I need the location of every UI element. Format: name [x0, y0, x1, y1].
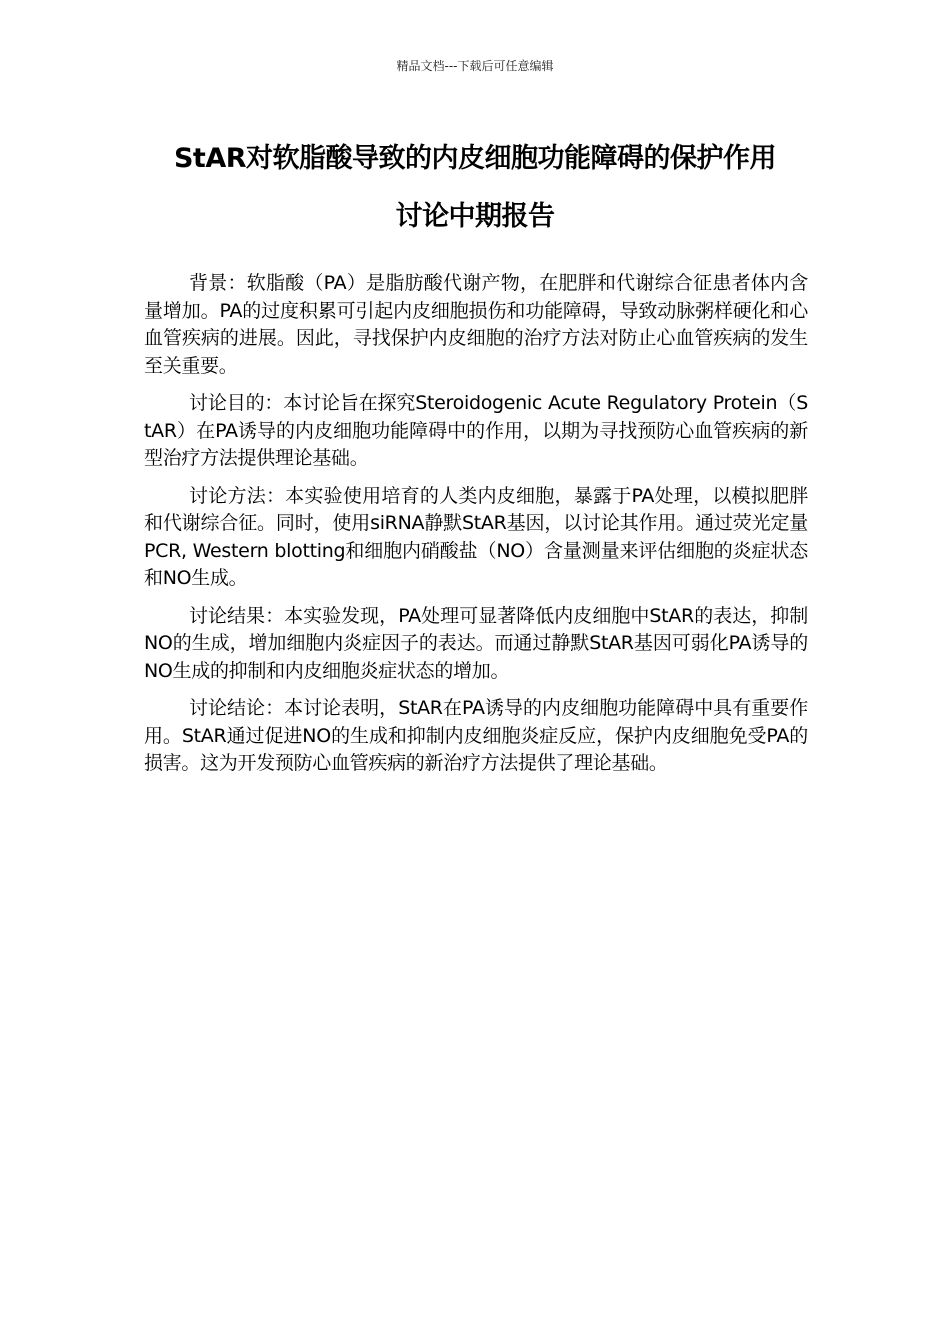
page-header-note: 精品文档---下载后可任意编辑 [396, 59, 554, 73]
paragraph-methods: 讨论方法：本实验使用培育的人类内皮细胞，暴露于PA处理，以模拟肥胖和代谢综合征。同时，使用siRNA静默StAR基因，以讨论其作用。通过荧光定量PCR, Western blotting和细胞内硝酸盐（NO）含量测量来评估细胞的炎症状态和NO生成。 [144, 484, 808, 589]
document-body [144, 270, 808, 788]
paragraph-background: 背景：软脂酸（PA）是脂肪酸代谢产物，在肥胖和代谢综合征患者体内含量增加。PA的过度积累可引起内皮细胞损伤和功能障碍，导致动脉粥样硬化和心血管疾病的进展。因此，寻找保护内皮细胞的治疗方法对防止心血管疾病的发生至关重要。 [144, 272, 808, 377]
paragraph-conclusion: 讨论结论：本讨论表明，StAR在PA诱导的内皮细胞功能障碍中具有重要作用。StAR通过促进NO的生成和抑制内皮细胞炎症反应，保护内皮细胞免受PA的损害。这为开发预防心血管疾病的新治疗方法提供了理论基础。 [144, 697, 808, 774]
paragraph-objective: 讨论目的：本讨论旨在探究Steroidogenic Acute Regulatory Protein（StAR）在PA诱导的内皮细胞功能障碍中的作用，以期为寻找预防心血管疾病的新型治疗方法提供理论基础。 [144, 392, 808, 469]
title-line-2: 讨论中期报告 [395, 201, 555, 232]
paragraph-results: 讨论结果：本实验发现，PA处理可显著降低内皮细胞中StAR的表达，抑制NO的生成，增加细胞内炎症因子的表达。而通过静默StAR基因可弱化PA诱导的NO生成的抑制和内皮细胞炎症状态的增加。 [144, 604, 808, 682]
document-title [110, 130, 840, 246]
title-line-1: StAR对软脂酸导致的内皮细胞功能障碍的保护作用 [173, 143, 777, 174]
